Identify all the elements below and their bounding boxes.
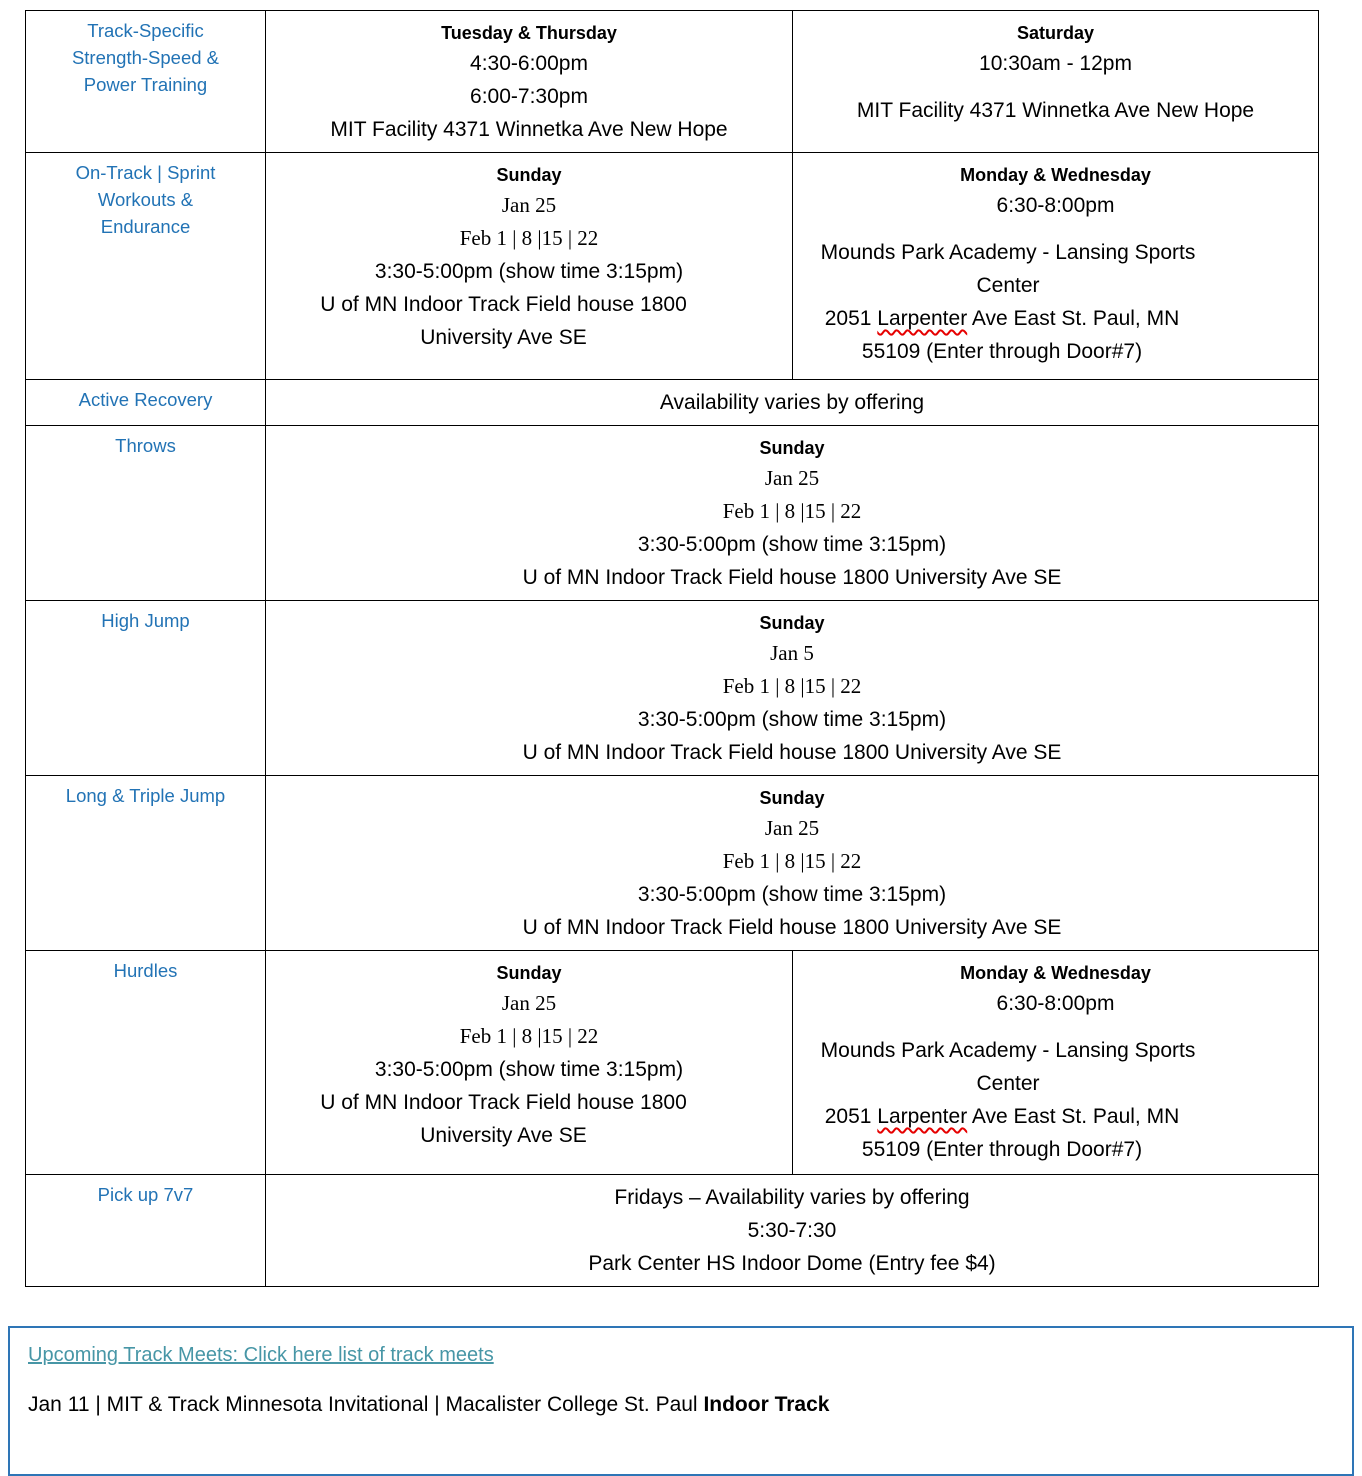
cell-active-recovery	[266, 380, 1319, 426]
venue-text: Park Center HS Indoor Dome (Entry fee $4)	[588, 1252, 996, 1275]
time-slot: 3:30-5:00pm (show time 3:15pm)	[637, 883, 947, 906]
cell-long-triple-jump-sunday	[266, 776, 1319, 951]
day-header: Tuesday & Thursday	[441, 23, 617, 43]
address-suffix: Ave East St. Paul, MN 55109 (Enter through Door#7)	[861, 1105, 1180, 1161]
table-row-track-specific	[26, 11, 1319, 153]
row-label-active-recovery	[26, 380, 266, 426]
row-label-text: Throws	[115, 435, 176, 456]
availability-text: Availability varies by offering	[659, 391, 925, 414]
time-slot: 3:30-5:00pm (show time 3:15pm)	[374, 260, 684, 283]
date-line: Feb 1 | 8 |15 | 22	[459, 226, 599, 250]
time-slot: 6:30-8:00pm	[996, 992, 1115, 1015]
day-header: Sunday	[759, 438, 825, 458]
time-slot: 6:30-8:00pm	[996, 194, 1115, 217]
time-slot: 10:30am - 12pm	[979, 52, 1132, 75]
date-line: Jan 25	[764, 816, 820, 840]
venue-text: U of MN Indoor Track Field house 1800 University Ave SE	[522, 741, 1062, 764]
date-line: Jan 25	[501, 991, 557, 1015]
row-label-text: Long & Triple Jump	[65, 785, 226, 806]
address-text	[803, 1100, 1201, 1166]
date-line: Jan 5	[770, 641, 814, 665]
cell-high-jump-sunday	[266, 601, 1319, 776]
table-row-throws	[26, 426, 1319, 601]
venue-text: U of MN Indoor Track Field house 1800 University Ave SE	[522, 916, 1062, 939]
row-label-text: On-Track | Sprint Workouts & Endurance	[75, 162, 216, 237]
table-row-on-track	[26, 153, 1319, 380]
date-line: Feb 1 | 8 |15 | 22	[459, 1024, 599, 1048]
cell-track-specific-weekdays	[266, 11, 793, 153]
address-suffix: Ave East St. Paul, MN 55109 (Enter through Door#7)	[861, 307, 1180, 363]
availability-text: Fridays – Availability varies by offering	[614, 1186, 970, 1209]
row-label-track-specific-training	[26, 11, 266, 153]
address-prefix: 2051	[824, 307, 878, 330]
venue-text: U of MN Indoor Track Field house 1800 University Ave SE	[320, 293, 687, 349]
time-slot: 6:00-7:30pm	[470, 85, 588, 108]
row-label-long-triple-jump	[26, 776, 266, 951]
meet-entry-text: Jan 11 | MIT & Track Minnesota Invitational | Macalister College St. Paul	[28, 1393, 704, 1416]
row-label-text: High Jump	[101, 610, 190, 631]
date-line: Jan 25	[764, 466, 820, 490]
track-meets-link[interactable]: Upcoming Track Meets: Click here list of track meets	[28, 1344, 494, 1366]
row-label-text: Hurdles	[113, 960, 178, 981]
time-slot: 5:30-7:30	[747, 1219, 837, 1242]
upcoming-meets-box	[8, 1326, 1354, 1476]
day-header: Sunday	[759, 788, 825, 808]
time-slot: 3:30-5:00pm (show time 3:15pm)	[637, 533, 947, 556]
meet-entry-bold: Indoor Track	[703, 1393, 830, 1416]
row-label-throws	[26, 426, 266, 601]
cell-on-track-sunday	[266, 153, 793, 380]
venue-text: MIT Facility 4371 Winnetka Ave New Hope	[330, 118, 728, 141]
training-schedule-table	[25, 10, 1319, 1287]
day-header: Monday & Wednesday	[960, 165, 1151, 185]
table-row-active-recovery	[26, 380, 1319, 426]
time-slot: 3:30-5:00pm (show time 3:15pm)	[637, 708, 947, 731]
venue-text: U of MN Indoor Track Field house 1800 University Ave SE	[522, 566, 1062, 589]
table-row-long-triple-jump	[26, 776, 1319, 951]
row-label-text: Track-Specific Strength-Speed & Power Training	[71, 20, 220, 95]
table-row-hurdles	[26, 951, 1319, 1175]
cell-hurdles-sunday	[266, 951, 793, 1175]
day-header: Sunday	[496, 963, 562, 983]
cell-pickup-7v7	[266, 1175, 1319, 1287]
venue-text: U of MN Indoor Track Field house 1800 University Ave SE	[320, 1091, 687, 1147]
day-header: Sunday	[759, 613, 825, 633]
day-header: Saturday	[1016, 23, 1095, 43]
row-label-pickup-7v7	[26, 1175, 266, 1287]
row-label-hurdles	[26, 951, 266, 1175]
day-header: Monday & Wednesday	[960, 963, 1151, 983]
time-slot: 3:30-5:00pm (show time 3:15pm)	[374, 1058, 684, 1081]
meet-entry	[28, 1393, 1332, 1417]
row-label-text: Pick up 7v7	[97, 1184, 194, 1205]
cell-hurdles-mon-wed	[793, 951, 1319, 1175]
date-line: Feb 1 | 8 |15 | 22	[722, 499, 862, 523]
misspelled-word: Larpenter	[877, 307, 968, 330]
cell-track-specific-saturday	[793, 11, 1319, 153]
cell-throws-sunday	[266, 426, 1319, 601]
date-line: Jan 25	[501, 193, 557, 217]
cell-on-track-mon-wed	[793, 153, 1319, 380]
address-text	[803, 302, 1201, 368]
time-slot: 4:30-6:00pm	[470, 52, 588, 75]
venue-text: Mounds Park Academy - Lansing Sports Center	[820, 241, 1196, 297]
row-label-high-jump	[26, 601, 266, 776]
misspelled-word: Larpenter	[877, 1105, 968, 1128]
address-prefix: 2051	[824, 1105, 878, 1128]
table-row-pickup-7v7	[26, 1175, 1319, 1287]
date-line: Feb 1 | 8 |15 | 22	[722, 849, 862, 873]
row-label-on-track-sprint	[26, 153, 266, 380]
table-row-high-jump	[26, 601, 1319, 776]
venue-text: Mounds Park Academy - Lansing Sports Center	[820, 1039, 1196, 1095]
venue-text: MIT Facility 4371 Winnetka Ave New Hope	[856, 99, 1255, 122]
row-label-text: Active Recovery	[78, 389, 213, 410]
date-line: Feb 1 | 8 |15 | 22	[722, 674, 862, 698]
day-header: Sunday	[496, 165, 562, 185]
